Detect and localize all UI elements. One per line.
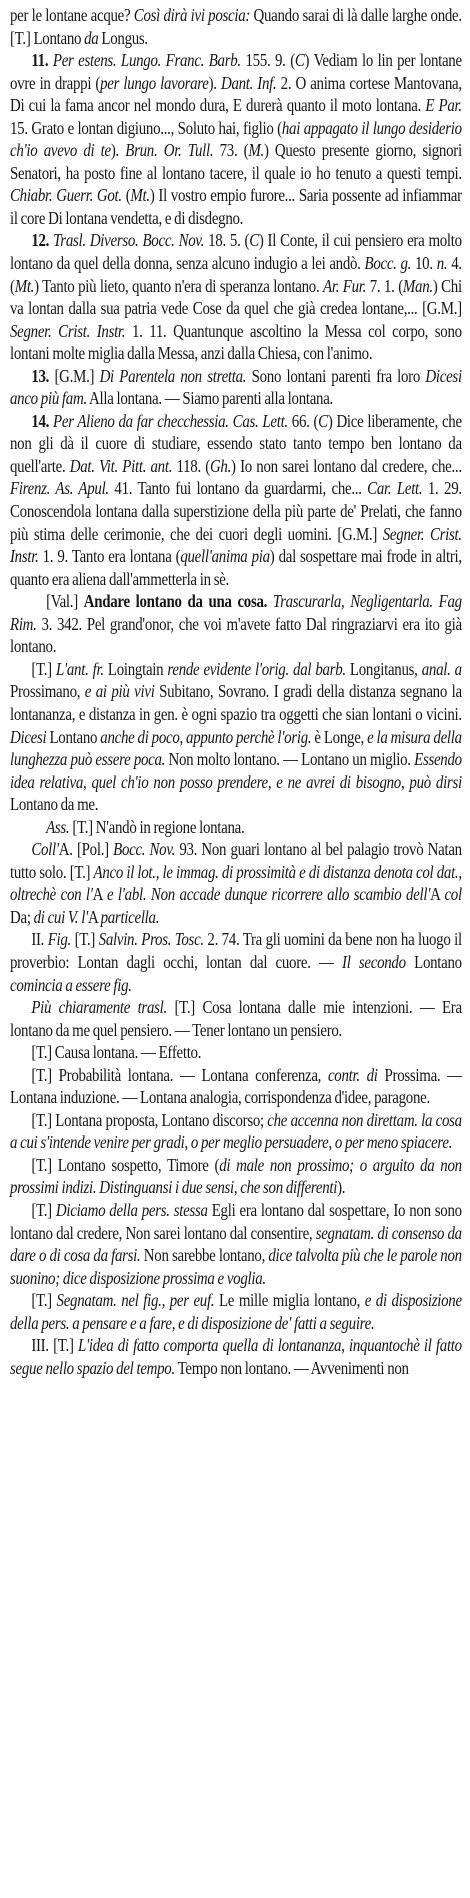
text-segment: 73. ( (213, 140, 249, 161)
text-segment: Longitanus, (345, 658, 422, 679)
text-segment: 15. Grato e lontan digiuno..., Soluto hai, figlio ( (10, 117, 282, 138)
text-segment: ) Io non sarei lontano dal credere, che... (231, 455, 462, 476)
text-segment: A (87, 906, 101, 927)
text-segment: ). (110, 140, 126, 161)
italic-text: Diciamo della pers. stessa (55, 1199, 208, 1220)
text-segment: A (92, 884, 107, 905)
entry-paragraph-p15 (10, 1154, 462, 1199)
entry-paragraph-p14 (10, 1109, 462, 1154)
text-segment: 10. (411, 253, 437, 274)
text-segment: Non sarebbe lontano, (140, 1245, 269, 1266)
entry-paragraph-p6 (10, 590, 462, 658)
entry-paragraph-p16 (10, 1199, 462, 1289)
entry-paragraph-p7 (10, 658, 462, 816)
text-segment: [G.M.] (54, 365, 100, 386)
text-segment: Lontano (405, 951, 462, 972)
entry-paragraph-p3 (10, 229, 462, 364)
italic-text: Fig. (47, 929, 72, 950)
italic-text: di cui V. l' (33, 906, 88, 927)
italic-text: quell'anima pia (180, 546, 270, 567)
text-segment: Loingtain (103, 658, 168, 679)
text-segment: Sono lontani parenti fra loro (246, 365, 426, 386)
text-segment: Le mille miglia lontano, (214, 1290, 365, 1311)
italic-text: Bocc. g. (364, 253, 412, 274)
italic-text: Di Parentela non stretta. (99, 365, 247, 386)
italic-text: L'idea di fatto comporta quella di lontananza, inquantochè il fatto segue nello spazio del tempo. (10, 1335, 462, 1378)
text-segment: 118. ( (172, 455, 210, 476)
italic-text: e l'abl. Non accade dunque ricorrere allo scambio dell' (106, 884, 431, 905)
italic-text: C (294, 50, 305, 71)
text-segment: 1. 11. Quantunque ascoltino la Messa col corpo, sono lontani molte miglia dalla Messa, anzi dalla Chiesa, con l'animo. (10, 320, 462, 364)
text-segment: ) Chi va lontan dalla sua patria vede Cose da quel che già credea lontane,... [G.M.] (10, 275, 462, 319)
italic-text: contr. di (327, 1064, 378, 1085)
bold-text: 14. (31, 410, 54, 431)
text-segment: Prossima. — Lontana induzione. — Lontana analogia, corrispondenza d'idee, paragone. (10, 1064, 462, 1108)
italic-text: Segner. Crist. Instr. (10, 523, 462, 567)
entry-paragraph-p11 (10, 996, 462, 1041)
entry-paragraph-p5 (10, 410, 462, 590)
text-segment: 18. 5. ( (204, 230, 250, 251)
entry-paragraph-p4 (10, 365, 462, 410)
text-segment: [T.] (31, 658, 56, 679)
italic-text: segnatam. di consenso da dare o di cosa da farsi. (10, 1222, 462, 1266)
italic-text: e la misura della lunghezza può essere poca. (10, 726, 462, 770)
text-segment: ). (208, 72, 221, 93)
entry-paragraph-p13 (10, 1064, 462, 1109)
italic-text: L'ant. fr. (55, 658, 104, 679)
italic-text: Dicesi (10, 726, 47, 747)
italic-text: Per Alieno da far checchessia. Cas. Lett. (53, 410, 288, 431)
italic-text: rende evidente l'orig. dal barb. (167, 658, 346, 679)
bold-text: 12. (31, 230, 54, 251)
text-segment: A (430, 884, 445, 905)
text-segment: 66. ( (287, 410, 319, 431)
bold-text: Andare lontano da una cosa. (83, 591, 268, 612)
italic-text: n. (436, 253, 448, 274)
italic-text: Più chiaramente trasl. (31, 997, 167, 1018)
italic-text: Essendo idea relativa, quel ch'io non posso prendere, e ne avrei di bisogno, può dirsi (10, 749, 462, 792)
italic-text: hai appagato il lungo desiderio ch'io avevo di te (10, 117, 462, 161)
italic-text: che accenna non direttam. la cosa a cui s'intende venire per gradi, o per meglio persuadere, o per meno spiacere. (10, 1109, 462, 1153)
italic-text: da (84, 27, 99, 48)
italic-text: Segner. Crist. Instr. (10, 320, 126, 341)
text-segment: [T.] Cosa lontana dalle mie intenzioni. — Era lontano da me quel pensiero. — Tener lontano un pensiero. (10, 997, 462, 1040)
italic-text: dice talvolta più che le parole non suonino; dice disposizione prossima e voglia. (10, 1245, 462, 1288)
italic-text: Mt. (130, 185, 150, 206)
text-segment: ) Tanto più lieto, quanto n'era di speranza lontano. (34, 275, 324, 296)
text-segment: [Val.] (46, 591, 84, 612)
text-segment: Da; (10, 906, 34, 927)
text-segment: Non molto lontano. — Lontano un miglio. (165, 749, 415, 770)
italic-text: Il secondo (342, 951, 406, 972)
entry-paragraph-p2 (10, 49, 462, 229)
italic-text: C (318, 410, 328, 431)
italic-text: E Par. (425, 95, 462, 116)
italic-text: Bocc. Nov. (113, 839, 176, 860)
text-segment: Prossimano, (10, 681, 85, 702)
italic-text: Ass. (46, 816, 70, 837)
text-segment: [T.] (31, 1199, 56, 1220)
text-segment: II. (31, 929, 48, 950)
italic-text: Trascurarla, Negligentarla. Fag Rim. (10, 591, 462, 634)
text-segment: 3. 342. Pel grand'onor, che voi m'avete fatto Dal ringraziarvi era ito già lontano. (10, 613, 462, 657)
italic-text: Dat. Vit. Pitt. ant. (69, 455, 173, 476)
entry-paragraph-p18 (10, 1334, 462, 1379)
italic-text: Firenz. As. Apul. (10, 478, 109, 499)
text-segment: è Longe, (311, 726, 368, 747)
text-segment: [T.] Lontano sospetto, Timore ( (31, 1154, 220, 1175)
text-segment: A. [Pol.] (58, 839, 114, 860)
text-segment: [T.] (71, 929, 99, 950)
italic-text: e di disposizione della pers. a pensare e a fare, e di disposizione de' fatti a seguire. (10, 1290, 462, 1333)
text-segment: 93. Non guari lontano al bel palagio trovò Natan tutto solo. [T.] (10, 839, 462, 882)
italic-text: anche di poco, appunto perchè l'orig. (100, 726, 312, 747)
entry-paragraph-p17 (10, 1289, 462, 1334)
italic-text: Dicesi anco più fam. (10, 365, 462, 409)
text-segment: Quando sarai di là dalle larghe onde. [T.] Lontano (10, 5, 462, 48)
text-segment: ) Il vostro empio furore... Saria possente ad infiammar il core Di lontana vendetta, e di disdegno. (10, 185, 462, 228)
italic-text: Car. Lett. (367, 478, 423, 499)
italic-text: comincia a essere fig. (10, 974, 132, 995)
text-segment: ) Dice liberamente, che non gli dà il cuore di studiare, essendo stato tanto tempo ben lontano da quell'arte. (10, 410, 462, 476)
text-segment: 7. 1. ( (366, 275, 403, 296)
italic-text: particella. (100, 906, 160, 927)
text-segment: Tempo non lontano. — Avvenimenti non (174, 1357, 409, 1378)
italic-text: e ai più vivi (84, 681, 155, 702)
text-segment: 2. O anima cortese Mantovana, Di cui la fama ancor nel mondo dura, E durerà quanto il moto lontana. (10, 72, 462, 116)
text-segment: Subitano, Sovrano. I gradi della distanza segnano la lontananza, e distanza in gen. è ogni spazio tra oggetti che sian lontani o vicini. (10, 681, 462, 724)
bold-text: 11. (31, 50, 53, 71)
italic-text: Brun. Or. Tull. (125, 140, 214, 161)
text-segment: [T.] Causa lontana. — Effetto. (31, 1042, 202, 1063)
dictionary-page (10, 4, 462, 1379)
text-segment: [T.] Probabilità lontana. — Lontana conferenza, (31, 1064, 328, 1085)
text-segment: 41. Tanto fui lontano da guardarmi, che... (108, 478, 368, 499)
italic-text: Chiabr. Guerr. Got. (10, 185, 122, 206)
text-segment: III. [T.] (31, 1335, 78, 1356)
text-segment: ) dal sospettare mai frode in altri, quanto era aliena dall'ammetterla in sè. (10, 546, 462, 589)
italic-text: Man. (402, 275, 433, 296)
text-segment: 2. 74. Tra gli uomini da bene non ha luogo il proverbio: Lontan dagli occhi, lontan dal cuore. — (10, 929, 462, 972)
italic-text: Mt. (14, 275, 35, 296)
text-segment: 155. 9. ( (240, 50, 295, 71)
text-segment: ) Vediam lo lin per lontane ovre in drappi ( (10, 50, 462, 93)
text-segment: Lontano (46, 726, 101, 747)
entry-paragraph-p9 (10, 838, 462, 928)
italic-text: Così dirà ivi poscia: (133, 5, 251, 25)
text-segment: Longus. (98, 27, 148, 48)
entry-paragraph-p1 (10, 4, 462, 49)
italic-text: Segnatam. nel fig., per euf. (56, 1290, 215, 1311)
text-segment: [T.] N'andò in regione lontana. (69, 816, 245, 837)
entry-paragraph-p10 (10, 928, 462, 996)
entry-paragraph-p8 (10, 816, 462, 839)
italic-text: Trasl. Diverso. Bocc. Nov. (53, 230, 205, 251)
italic-text: M. (248, 140, 264, 161)
text-segment: ) Questo presente giorno, signori Senatori, ha posto fine al lontano tacere, il quale io ho tenuto a questi tempi. (10, 140, 462, 183)
text-segment: [T.] Lontana proposta, Lontano discorso; (31, 1109, 268, 1130)
text-segment: Egli era lontano dal sospettare, Io non sono lontano dal credere, Non sarei lontano dal consentire, (10, 1199, 462, 1243)
text-segment: per le lontane acque? (10, 5, 134, 25)
italic-text: Coll' (31, 839, 59, 860)
italic-text: Gh. (209, 455, 232, 476)
text-segment: [T.] (31, 1290, 57, 1311)
italic-text: Ar. Fur. (323, 275, 367, 296)
text-segment: 1. 9. Tanto era lontana ( (38, 546, 181, 567)
text-segment: 1. 29. Conoscendola lontana dalla superstizione della più parte de' Prelati, che fanno più stima delle cerimonie, che dei cuori degli uomini. [G.M.] (10, 478, 462, 544)
text-segment: Lontano da me. (10, 794, 99, 815)
italic-text: anal. a (421, 658, 462, 679)
bold-text: 13. (31, 365, 55, 386)
text-segment: ). (337, 1177, 346, 1198)
text-segment: ( (121, 185, 131, 206)
italic-text: di male non prossimo; o arguito da non prossimi indizi. Distinguansi i due sensi, che son differenti (10, 1154, 462, 1198)
italic-text: col (444, 884, 462, 905)
text-segment: ) Il Conte, il cui pensiero era molto lontano da quel della donna, senza alcuno indugio a lei andò. (10, 230, 462, 274)
italic-text: C (249, 230, 259, 251)
italic-text: Per estens. Lungo. Franc. Barb. (52, 50, 241, 71)
text-segment: 4. ( (10, 253, 462, 296)
italic-text: Dant. Inf. (220, 72, 277, 93)
text-segment: Alla lontana. — Siamo parenti alla lontana. (86, 388, 334, 409)
italic-text: Salvin. Pros. Tosc. (98, 929, 204, 950)
italic-text: Anco il lot., le immag. di prossimità e di distanza denota col dat., oltrechè con l' (10, 861, 462, 905)
italic-text: per lungo lavorare (100, 72, 209, 93)
entry-paragraph-p12 (10, 1041, 462, 1064)
